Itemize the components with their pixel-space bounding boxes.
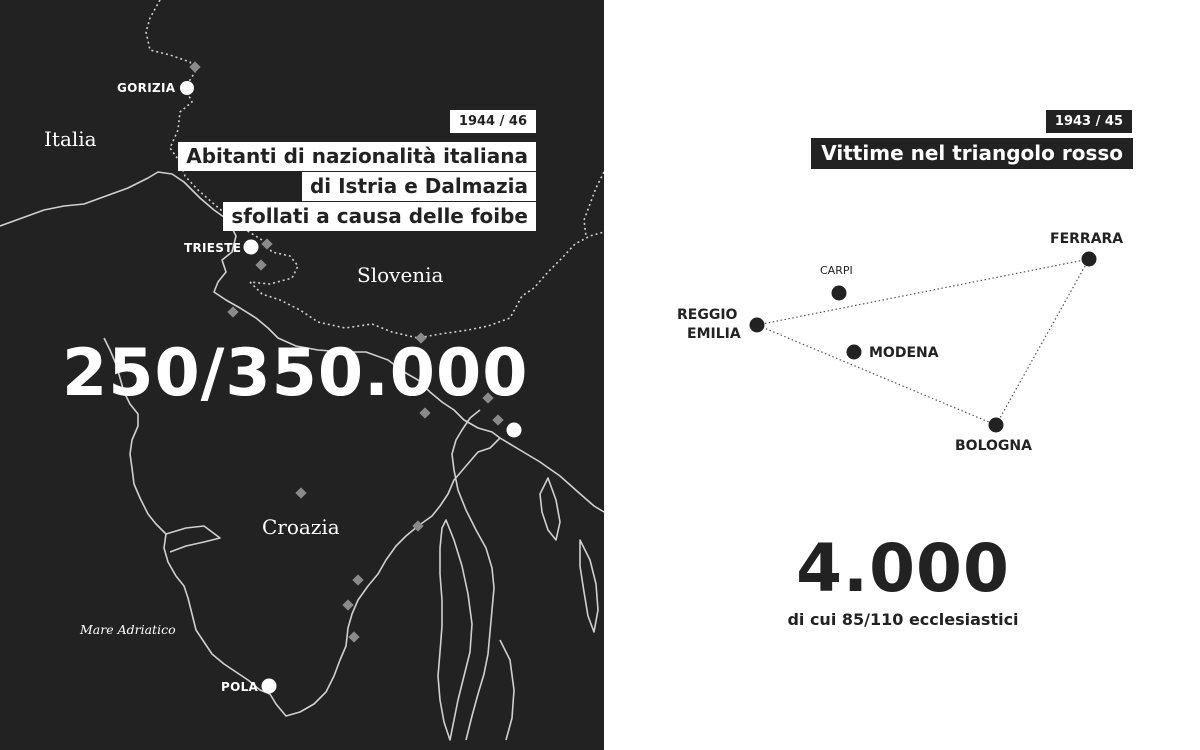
foiba-marker [342, 599, 353, 610]
coastline-inlet [166, 526, 220, 552]
foiba-marker [227, 306, 238, 317]
displaced-figure: 250/350.000 [62, 336, 529, 411]
modena-dot [847, 345, 862, 360]
coastline-east [500, 438, 604, 512]
victims-figure: 4.000 [796, 530, 1010, 607]
pola-dot [262, 679, 277, 694]
island-krk [540, 478, 560, 540]
city-label-bologna: BOLOGNA [955, 438, 1032, 454]
island-cres [438, 520, 472, 740]
foiba-marker [352, 574, 363, 585]
foiba-marker [492, 414, 503, 425]
region-label-italy: Italia [44, 127, 97, 151]
map-title-line-1: Abitanti di nazionalità italiana [178, 142, 536, 171]
triangle-edge-reggio-ferrara [757, 259, 1089, 325]
border-north [584, 172, 604, 236]
city-label-modena: MODENA [869, 345, 939, 361]
city-label-reggio-line2: EMILIA [687, 326, 741, 342]
ferrara-dot [1082, 252, 1097, 267]
city-label-ferrara: FERRARA [1050, 231, 1124, 247]
city-label-reggio-line1: REGGIO [677, 307, 738, 323]
map-title-line-3: sfollati a causa delle foibe [223, 202, 536, 231]
city-label-gorizia: GORIZIA [117, 81, 176, 95]
fiume-dot [507, 423, 522, 438]
bologna-dot [989, 418, 1004, 433]
sea-label-adriatic: Mare Adriatico [80, 622, 176, 637]
triangle-edge-ferrara-bologna [996, 259, 1089, 425]
reggio-emilia-dot [750, 318, 765, 333]
island-south [500, 640, 514, 740]
period-tag-left: 1944 / 46 [450, 110, 536, 133]
region-label-croatia: Croazia [262, 515, 340, 539]
map-title-line-2: di Istria e Dalmazia [302, 172, 536, 201]
region-label-slovenia: Slovenia [357, 263, 444, 287]
triangle-edge-bologna-reggio [757, 325, 996, 425]
gorizia-dot [180, 81, 194, 95]
period-tag-right: 1943 / 45 [1046, 110, 1132, 133]
carpi-dot [832, 286, 847, 301]
foiba-marker [348, 631, 359, 642]
coastline-kvarner [452, 410, 494, 740]
foiba-marker [255, 259, 266, 270]
foiba-marker [261, 238, 272, 249]
triangle-title: Vittime nel triangolo rosso [811, 138, 1133, 169]
city-label-carpi: CARPI [820, 264, 853, 277]
foiba-marker [295, 487, 306, 498]
trieste-dot [244, 240, 259, 255]
island-east [580, 540, 598, 632]
city-label-trieste: TRIESTE [184, 241, 242, 255]
victims-subtitle: di cui 85/110 ecclesiastici [787, 610, 1019, 629]
city-label-pola: POLA [221, 680, 259, 694]
